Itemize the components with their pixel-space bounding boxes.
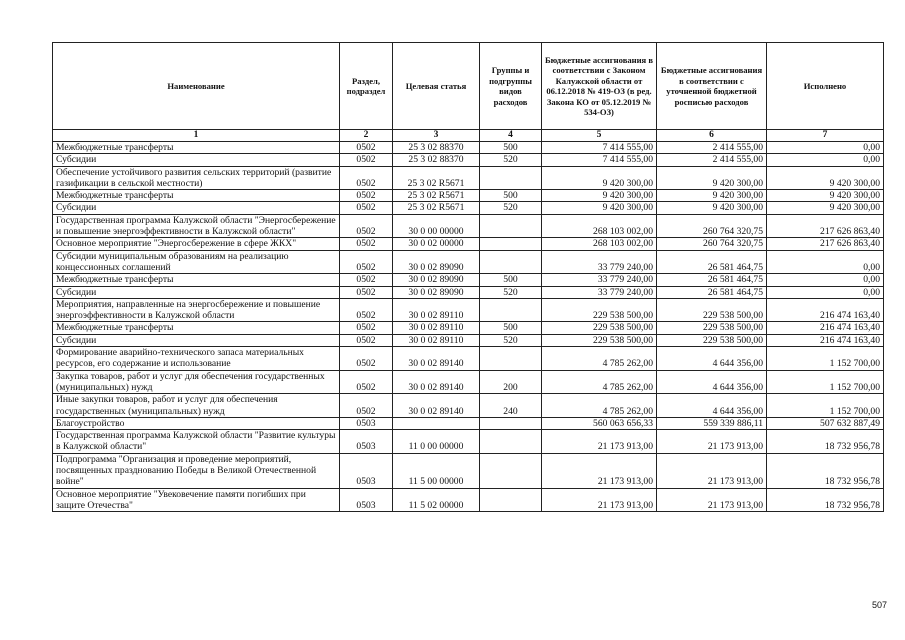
row-budget-rospis: 229 538 500,00 (657, 334, 767, 346)
row-vid: 500 (480, 322, 542, 334)
row-budget-law: 229 538 500,00 (542, 334, 657, 346)
row-razdel: 0502 (340, 322, 393, 334)
row-budget-law: 7 414 555,00 (542, 142, 657, 154)
row-razdel: 0502 (340, 166, 393, 190)
row-budget-law: 268 103 002,00 (542, 214, 657, 238)
row-budget-rospis: 260 764 320,75 (657, 214, 767, 238)
table-row (53, 214, 884, 238)
row-statya: 25 3 02 R5671 (393, 190, 480, 202)
row-statya: 25 3 02 R5671 (393, 166, 480, 190)
table-body (53, 142, 884, 512)
row-vid (480, 453, 542, 488)
row-budget-rospis: 260 764 320,75 (657, 238, 767, 250)
row-name: Закупка товаров, работ и услуг для обеспечения государственных (муниципальных) нужд (53, 370, 340, 394)
column-number: 3 (393, 130, 480, 142)
row-budget-law: 33 779 240,00 (542, 286, 657, 298)
row-vid (480, 250, 542, 274)
row-vid: 500 (480, 274, 542, 286)
row-razdel: 0502 (340, 298, 393, 322)
row-statya: 30 0 02 89140 (393, 370, 480, 394)
row-statya: 11 5 00 00000 (393, 453, 480, 488)
row-statya: 25 3 02 88370 (393, 154, 480, 166)
table-row (53, 370, 884, 394)
row-vid (480, 214, 542, 238)
row-name: Субсидии (53, 202, 340, 214)
row-budget-rospis: 21 173 913,00 (657, 453, 767, 488)
row-vid (480, 430, 542, 454)
header-razdel: Раздел, подраздел (340, 43, 393, 130)
row-ispolneno: 0,00 (767, 154, 884, 166)
row-ispolneno: 1 152 700,00 (767, 394, 884, 418)
table-row (53, 154, 884, 166)
table-row (53, 202, 884, 214)
row-vid: 500 (480, 142, 542, 154)
row-ispolneno: 507 632 887,49 (767, 417, 884, 429)
row-statya: 30 0 02 89110 (393, 298, 480, 322)
row-ispolneno: 216 474 163,40 (767, 322, 884, 334)
row-budget-rospis: 9 420 300,00 (657, 166, 767, 190)
row-razdel: 0502 (340, 142, 393, 154)
header-name: Наименование (53, 43, 340, 130)
row-budget-law: 229 538 500,00 (542, 322, 657, 334)
row-razdel: 0502 (340, 154, 393, 166)
row-statya: 30 0 02 00000 (393, 238, 480, 250)
row-budget-law: 33 779 240,00 (542, 250, 657, 274)
row-vid (480, 488, 542, 512)
row-budget-rospis: 2 414 555,00 (657, 142, 767, 154)
row-ispolneno: 9 420 300,00 (767, 202, 884, 214)
row-vid: 200 (480, 370, 542, 394)
row-name: Межбюджетные трансферты (53, 274, 340, 286)
table-row (53, 238, 884, 250)
row-razdel: 0503 (340, 417, 393, 429)
row-name: Мероприятия, направленные на энергосбережение и повышение энергоэффективности в Калужской области (53, 298, 340, 322)
row-vid: 500 (480, 190, 542, 202)
row-razdel: 0502 (340, 274, 393, 286)
row-vid (480, 347, 542, 371)
row-name: Обеспечение устойчивого развития сельских территорий (развитие газификации в сельской местности) (53, 166, 340, 190)
table-row (53, 274, 884, 286)
row-ispolneno: 9 420 300,00 (767, 166, 884, 190)
row-budget-law: 21 173 913,00 (542, 453, 657, 488)
row-budget-rospis: 26 581 464,75 (657, 274, 767, 286)
row-vid (480, 238, 542, 250)
row-name: Подпрограмма "Организация и проведение мероприятий, посвященных празднованию Победы в Великой Отечественной войне" (53, 453, 340, 488)
row-name: Межбюджетные трансферты (53, 322, 340, 334)
row-name: Межбюджетные трансферты (53, 142, 340, 154)
table-row (53, 286, 884, 298)
row-budget-law: 21 173 913,00 (542, 430, 657, 454)
table-row (53, 142, 884, 154)
row-ispolneno: 9 420 300,00 (767, 190, 884, 202)
row-name: Государственная программа Калужской области "Энергосбережение и повышение энергоэффективности в Калужской области" (53, 214, 340, 238)
row-statya: 30 0 02 89090 (393, 250, 480, 274)
row-budget-rospis: 26 581 464,75 (657, 250, 767, 274)
row-budget-rospis: 21 173 913,00 (657, 488, 767, 512)
row-budget-rospis: 4 644 356,00 (657, 370, 767, 394)
table-row (53, 453, 884, 488)
row-statya: 25 3 02 R5671 (393, 202, 480, 214)
row-ispolneno: 0,00 (767, 286, 884, 298)
header-statya: Целевая статья (393, 43, 480, 130)
row-ispolneno: 18 732 956,78 (767, 430, 884, 454)
row-razdel: 0502 (340, 370, 393, 394)
row-vid (480, 298, 542, 322)
row-statya: 30 0 02 89110 (393, 322, 480, 334)
row-razdel: 0502 (340, 286, 393, 298)
row-ispolneno: 0,00 (767, 250, 884, 274)
row-budget-law: 9 420 300,00 (542, 190, 657, 202)
row-budget-rospis: 4 644 356,00 (657, 394, 767, 418)
row-statya: 25 3 02 88370 (393, 142, 480, 154)
row-statya: 30 0 00 00000 (393, 214, 480, 238)
table-row (53, 417, 884, 429)
row-budget-law: 4 785 262,00 (542, 347, 657, 371)
row-budget-law: 9 420 300,00 (542, 202, 657, 214)
row-ispolneno: 18 732 956,78 (767, 453, 884, 488)
row-vid: 520 (480, 286, 542, 298)
row-name: Субсидии (53, 154, 340, 166)
row-budget-law: 4 785 262,00 (542, 370, 657, 394)
row-razdel: 0502 (340, 214, 393, 238)
header-ispolneno: Исполнено (767, 43, 884, 130)
row-budget-law: 21 173 913,00 (542, 488, 657, 512)
row-name: Формирование аварийно-технического запаса материальных ресурсов, его содержание и использование (53, 347, 340, 371)
table-row (53, 250, 884, 274)
row-vid: 520 (480, 154, 542, 166)
row-ispolneno: 216 474 163,40 (767, 298, 884, 322)
row-budget-law: 229 538 500,00 (542, 298, 657, 322)
row-budget-rospis: 21 173 913,00 (657, 430, 767, 454)
header-vid: Группы и подгруппы видов расходов (480, 43, 542, 130)
row-ispolneno: 217 626 863,40 (767, 238, 884, 250)
table-row (53, 488, 884, 512)
table-row (53, 394, 884, 418)
row-budget-law: 7 414 555,00 (542, 154, 657, 166)
table-row (53, 322, 884, 334)
row-budget-law: 560 063 656,33 (542, 417, 657, 429)
row-budget-rospis: 229 538 500,00 (657, 322, 767, 334)
column-number: 7 (767, 130, 884, 142)
column-number: 6 (657, 130, 767, 142)
header-budget-law: Бюджетные ассигнования в соответствии с Законом Калужской области от 06.12.2018 № 419-ОЗ (в ред. Закона КО от 05.12.2019 № 534-ОЗ) (542, 43, 657, 130)
column-number-row (53, 130, 884, 142)
row-budget-rospis: 4 644 356,00 (657, 347, 767, 371)
table-row (53, 347, 884, 371)
row-razdel: 0502 (340, 190, 393, 202)
row-name: Основное мероприятие "Увековечение памяти погибших при защите Отечества" (53, 488, 340, 512)
row-ispolneno: 0,00 (767, 142, 884, 154)
row-razdel: 0502 (340, 394, 393, 418)
table-row (53, 298, 884, 322)
row-name: Иные закупки товаров, работ и услуг для обеспечения государственных (муниципальных) нужд (53, 394, 340, 418)
header-budget-rospis: Бюджетные ассигнования в соответствии с уточненной бюджетной росписью расходов (657, 43, 767, 130)
row-budget-rospis: 559 339 886,11 (657, 417, 767, 429)
table-row (53, 334, 884, 346)
table-row (53, 166, 884, 190)
column-number: 4 (480, 130, 542, 142)
row-budget-law: 4 785 262,00 (542, 394, 657, 418)
row-vid (480, 417, 542, 429)
table-row (53, 190, 884, 202)
row-statya: 11 0 00 00000 (393, 430, 480, 454)
row-name: Государственная программа Калужской области "Развитие культуры в Калужской области" (53, 430, 340, 454)
row-statya (393, 417, 480, 429)
row-budget-law: 33 779 240,00 (542, 274, 657, 286)
row-name: Субсидии муниципальным образованиям на реализацию концессионных соглашений (53, 250, 340, 274)
row-budget-rospis: 2 414 555,00 (657, 154, 767, 166)
row-statya: 30 0 02 89140 (393, 347, 480, 371)
column-number: 5 (542, 130, 657, 142)
row-budget-rospis: 9 420 300,00 (657, 202, 767, 214)
table-row (53, 430, 884, 454)
row-name: Благоустройство (53, 417, 340, 429)
row-statya: 30 0 02 89110 (393, 334, 480, 346)
row-budget-law: 9 420 300,00 (542, 166, 657, 190)
row-name: Основное мероприятие "Энергосбережение в сфере ЖКХ" (53, 238, 340, 250)
row-statya: 30 0 02 89090 (393, 286, 480, 298)
budget-table (52, 42, 884, 512)
row-razdel: 0502 (340, 250, 393, 274)
row-ispolneno: 217 626 863,40 (767, 214, 884, 238)
row-razdel: 0503 (340, 453, 393, 488)
row-vid: 520 (480, 334, 542, 346)
row-budget-rospis: 26 581 464,75 (657, 286, 767, 298)
row-razdel: 0503 (340, 488, 393, 512)
row-statya: 30 0 02 89090 (393, 274, 480, 286)
row-statya: 11 5 02 00000 (393, 488, 480, 512)
row-name: Межбюджетные трансферты (53, 190, 340, 202)
row-ispolneno: 18 732 956,78 (767, 488, 884, 512)
row-budget-law: 268 103 002,00 (542, 238, 657, 250)
row-name: Субсидии (53, 286, 340, 298)
row-ispolneno: 1 152 700,00 (767, 370, 884, 394)
row-name: Субсидии (53, 334, 340, 346)
row-budget-rospis: 9 420 300,00 (657, 190, 767, 202)
row-razdel: 0502 (340, 347, 393, 371)
row-razdel: 0502 (340, 202, 393, 214)
page-number: 507 (872, 600, 888, 610)
column-number: 1 (53, 130, 340, 142)
row-razdel: 0503 (340, 430, 393, 454)
row-vid (480, 166, 542, 190)
row-ispolneno: 0,00 (767, 274, 884, 286)
row-razdel: 0502 (340, 334, 393, 346)
row-statya: 30 0 02 89140 (393, 394, 480, 418)
row-vid: 520 (480, 202, 542, 214)
header-row (53, 43, 884, 130)
row-vid: 240 (480, 394, 542, 418)
row-budget-rospis: 229 538 500,00 (657, 298, 767, 322)
column-number: 2 (340, 130, 393, 142)
row-razdel: 0502 (340, 238, 393, 250)
row-ispolneno: 1 152 700,00 (767, 347, 884, 371)
row-ispolneno: 216 474 163,40 (767, 334, 884, 346)
